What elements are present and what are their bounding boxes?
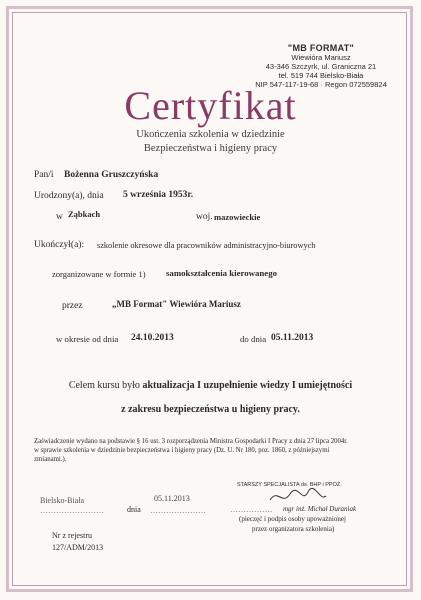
period-from-date: 24.10.2013 <box>131 333 174 343</box>
purpose-text-1: aktualizacja I uzupełnienie wiedzy I umiejętności <box>142 380 353 391</box>
period-from-label: w okresie od dnia <box>56 334 119 344</box>
organizer-label: przez <box>62 301 83 311</box>
course-form: samokształcenia kierowanego <box>166 268 278 278</box>
footer-date: 05.11.2013 <box>154 494 190 503</box>
sign-note-1: (pieczęć i podpis osoby upoważnionej <box>239 515 346 523</box>
person-name: Bożenna Gruszczyńska <box>64 170 159 180</box>
purpose-line-1 <box>0 380 421 391</box>
organizer-name: „MB Format" Wiewióra Mariusz <box>112 299 241 309</box>
legal-note-line-3: zmianami.). <box>34 456 67 463</box>
certificate-title: Certyfikat <box>124 83 297 128</box>
period-to-label: do dnia <box>240 334 267 344</box>
signer-stamp-title: STARSZY SPECJALISTA ds. BHP i PPOŻ. <box>237 482 342 488</box>
legal-note-line-2: w sprawie szkolenia w dziedzinie bezpieczeństwa i higieny pracy (Dz. U. Nr 180, poz. 1860, z późniejszymi <box>34 447 330 454</box>
sign-dots: ……………. <box>230 505 272 514</box>
dnia-label: dnia <box>127 505 141 514</box>
course-name: szkolenie okresowe dla pracowników administracyjno-biurowych <box>97 241 316 250</box>
sign-note-2: przez organizatora szkolenia) <box>252 525 335 533</box>
purpose-label: Celem kursu było <box>68 380 140 391</box>
subtitle-line-1: Ukończenia szkolenia w dziedzinie <box>136 129 285 140</box>
period-to-date: 05.11.2013 <box>271 333 314 343</box>
signer-name: mgr inż. Michał Duraniak <box>283 505 357 513</box>
purpose-text-2: z zakresu bezpieczeństwa u higieny pracy. <box>121 404 300 415</box>
footer-city: Bielsko-Biała <box>40 496 84 505</box>
registry-number: 127/ADM/2013 <box>52 543 104 552</box>
legal-note <box>34 437 348 464</box>
place-label: w <box>56 212 63 222</box>
person-label: Pan/i <box>34 170 54 180</box>
stamp-nip: NIP 547-117-19-68 · Regon 072559824 <box>255 80 387 89</box>
place-value: Ząbkach <box>68 209 101 219</box>
born-label: Urodzony(a), dnia <box>34 191 104 201</box>
dots-mid: ………………… <box>150 506 206 515</box>
stamp-company-name: "MB FORMAT" <box>287 43 355 53</box>
legal-note-line-1: Zaświadczenie wydano na podstawie § 16 ust. 3 rozporządzenia Ministra Gospodarki I Pracy z dnia 27 lipca 2004r. <box>34 438 348 445</box>
stamp-owner: Wiewióra Mariusz <box>291 53 351 62</box>
voivodeship-label: woj. <box>196 212 213 222</box>
dots-left: …………………… <box>40 506 104 515</box>
voivodeship-value: mazowieckie <box>214 212 261 222</box>
stamp-tel: tel. 519 744 Bielsko-Biała <box>278 71 364 80</box>
certificate-subtitle <box>0 128 421 156</box>
registry-label: Nr z rejestru <box>52 531 92 540</box>
stamp-address: 43-346 Szczyrk, ul. Graniczna 21 <box>265 62 377 71</box>
born-date: 5 września 1953r. <box>123 190 194 200</box>
subtitle-line-2: Bezpieczeństwa i higieny pracy <box>143 143 278 154</box>
completed-label: Ukończył(a): <box>34 240 85 250</box>
organized-label: zorganizowane w formie 1) <box>52 269 146 279</box>
